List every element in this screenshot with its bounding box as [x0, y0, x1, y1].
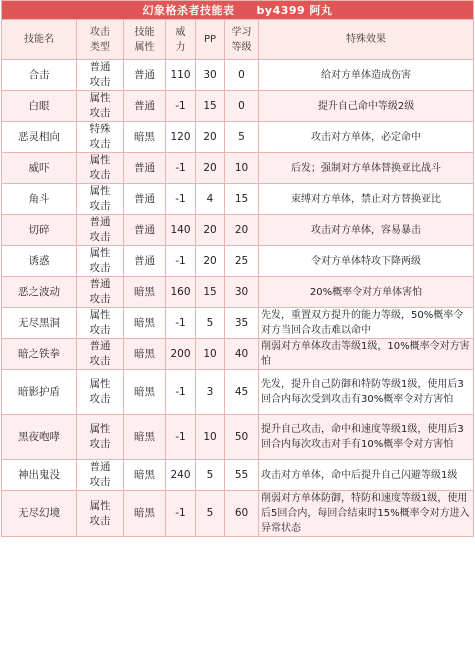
- header-special-effect: 特殊效果: [259, 20, 474, 60]
- skill-attribute-cell: 普通: [124, 215, 166, 246]
- pp-cell: 15: [196, 277, 225, 308]
- skill-name-cell: 诱惑: [2, 246, 77, 277]
- skill-name-cell: 暗影护盾: [2, 370, 77, 415]
- attack-type-cell: 普通 攻击: [77, 215, 124, 246]
- pp-cell: 5: [196, 308, 225, 339]
- skill-attribute-cell: 暗黑: [124, 491, 166, 537]
- skill-attribute-cell: 暗黑: [124, 122, 166, 153]
- skill-name-cell: 暗之铁拳: [2, 339, 77, 370]
- header-skill-name: 技能名: [2, 20, 77, 60]
- attack-type-cell: 普通 攻击: [77, 277, 124, 308]
- special-effect-cell: 给对方单体造成伤害: [259, 60, 474, 91]
- skill-attribute-cell: 普通: [124, 60, 166, 91]
- pp-cell: 10: [196, 339, 225, 370]
- attack-type-cell: 普通 攻击: [77, 339, 124, 370]
- attack-type-cell: 属性 攻击: [77, 308, 124, 339]
- skill-attribute-cell: 暗黑: [124, 308, 166, 339]
- header-skill-attribute: 技能 属性: [124, 20, 166, 60]
- skill-attribute-cell: 普通: [124, 153, 166, 184]
- table-row: [2, 308, 474, 339]
- pp-cell: 30: [196, 60, 225, 91]
- skill-table: [1, 0, 474, 537]
- power-cell: 120: [166, 122, 196, 153]
- power-cell: -1: [166, 308, 196, 339]
- header-learn-level: 学习 等级: [225, 20, 259, 60]
- table-title: 幻象格杀者技能表: [142, 3, 235, 17]
- learn-level-cell: 30: [225, 277, 259, 308]
- learn-level-cell: 40: [225, 339, 259, 370]
- learn-level-cell: 25: [225, 246, 259, 277]
- skill-attribute-cell: 暗黑: [124, 370, 166, 415]
- power-cell: -1: [166, 184, 196, 215]
- learn-level-cell: 55: [225, 460, 259, 491]
- special-effect-cell: 束缚对方单体，禁止对方替换亚比: [259, 184, 474, 215]
- skill-name-cell: 恶灵相向: [2, 122, 77, 153]
- learn-level-cell: 60: [225, 491, 259, 537]
- skill-name-cell: 无尽黑洞: [2, 308, 77, 339]
- skill-attribute-cell: 暗黑: [124, 415, 166, 460]
- learn-level-cell: 45: [225, 370, 259, 415]
- special-effect-cell: 先发，重置双方提升的能力等级，50%概率令对方当回合攻击难以命中: [259, 308, 474, 339]
- table-title-cell: [2, 1, 474, 20]
- special-effect-cell: 削弱对方单体攻击等级1级，10%概率令对方害怕: [259, 339, 474, 370]
- skill-name-cell: 威吓: [2, 153, 77, 184]
- pp-cell: 10: [196, 415, 225, 460]
- attack-type-cell: 属性 攻击: [77, 415, 124, 460]
- pp-cell: 20: [196, 122, 225, 153]
- title-row: [2, 1, 474, 20]
- pp-cell: 15: [196, 91, 225, 122]
- table-row: [2, 415, 474, 460]
- skill-name-cell: 切碎: [2, 215, 77, 246]
- special-effect-cell: 令对方单体特攻下降两级: [259, 246, 474, 277]
- learn-level-cell: 15: [225, 184, 259, 215]
- special-effect-cell: 削弱对方单体防御，特防和速度等级1级，使用后5回合内，每回合结束时15%概率令对方进入异常状态: [259, 491, 474, 537]
- attack-type-cell: 属性 攻击: [77, 491, 124, 537]
- power-cell: -1: [166, 415, 196, 460]
- learn-level-cell: 35: [225, 308, 259, 339]
- skill-attribute-cell: 普通: [124, 91, 166, 122]
- attack-type-cell: 属性 攻击: [77, 184, 124, 215]
- skill-name-cell: 白眼: [2, 91, 77, 122]
- power-cell: 140: [166, 215, 196, 246]
- power-cell: -1: [166, 153, 196, 184]
- power-cell: -1: [166, 491, 196, 537]
- pp-cell: 4: [196, 184, 225, 215]
- header-power: 威 力: [166, 20, 196, 60]
- table-row: [2, 246, 474, 277]
- pp-cell: 5: [196, 491, 225, 537]
- special-effect-cell: 提升自己命中等级2级: [259, 91, 474, 122]
- special-effect-cell: 攻击对方单体，必定命中: [259, 122, 474, 153]
- skill-attribute-cell: 暗黑: [124, 277, 166, 308]
- learn-level-cell: 10: [225, 153, 259, 184]
- power-cell: -1: [166, 91, 196, 122]
- header-attack-type: 攻击 类型: [77, 20, 124, 60]
- table-row: [2, 370, 474, 415]
- pp-cell: 3: [196, 370, 225, 415]
- attack-type-cell: 属性 攻击: [77, 91, 124, 122]
- special-effect-cell: 后发；强制对方单体替换亚比战斗: [259, 153, 474, 184]
- power-cell: 240: [166, 460, 196, 491]
- special-effect-cell: 攻击对方单体，容易暴击: [259, 215, 474, 246]
- pp-cell: 20: [196, 246, 225, 277]
- pp-cell: 20: [196, 215, 225, 246]
- skill-name-cell: 神出鬼没: [2, 460, 77, 491]
- attack-type-cell: 属性 攻击: [77, 153, 124, 184]
- skill-name-cell: 黑夜咆哮: [2, 415, 77, 460]
- table-row: [2, 215, 474, 246]
- table-row: [2, 460, 474, 491]
- special-effect-cell: 提升自己攻击，命中和速度等级1级，使用后3回合内每次攻击对手有10%概率令对方害怕: [259, 415, 474, 460]
- power-cell: 160: [166, 277, 196, 308]
- skill-attribute-cell: 暗黑: [124, 339, 166, 370]
- power-cell: -1: [166, 370, 196, 415]
- skill-attribute-cell: 普通: [124, 246, 166, 277]
- skill-name-cell: 无尽幻境: [2, 491, 77, 537]
- attack-type-cell: 特殊 攻击: [77, 122, 124, 153]
- skill-name-cell: 恶之波动: [2, 277, 77, 308]
- skill-attribute-cell: 暗黑: [124, 460, 166, 491]
- table-row: [2, 277, 474, 308]
- power-cell: 110: [166, 60, 196, 91]
- table-row: [2, 91, 474, 122]
- attack-type-cell: 属性 攻击: [77, 246, 124, 277]
- skill-name-cell: 角斗: [2, 184, 77, 215]
- learn-level-cell: 20: [225, 215, 259, 246]
- table-row: [2, 491, 474, 537]
- pp-cell: 5: [196, 460, 225, 491]
- attack-type-cell: 普通 攻击: [77, 460, 124, 491]
- skill-name-cell: 合击: [2, 60, 77, 91]
- table-row: [2, 184, 474, 215]
- learn-level-cell: 50: [225, 415, 259, 460]
- table-row: [2, 153, 474, 184]
- table-row: [2, 122, 474, 153]
- skill-attribute-cell: 普通: [124, 184, 166, 215]
- power-cell: -1: [166, 246, 196, 277]
- table-row: [2, 60, 474, 91]
- attack-type-cell: 属性 攻击: [77, 370, 124, 415]
- learn-level-cell: 0: [225, 60, 259, 91]
- table-author: by4399 阿丸: [256, 3, 333, 17]
- attack-type-cell: 普通 攻击: [77, 60, 124, 91]
- special-effect-cell: 攻击对方单体，命中后提升自己闪避等级1级: [259, 460, 474, 491]
- pp-cell: 20: [196, 153, 225, 184]
- special-effect-cell: 先发，提升自己防御和特防等级1级，使用后3回合内每次受到攻击有30%概率令对方害怕: [259, 370, 474, 415]
- table-row: [2, 339, 474, 370]
- special-effect-cell: 20%概率令对方单体害怕: [259, 277, 474, 308]
- learn-level-cell: 5: [225, 122, 259, 153]
- header-row: [2, 20, 474, 60]
- learn-level-cell: 0: [225, 91, 259, 122]
- header-pp: PP: [196, 20, 225, 60]
- power-cell: 200: [166, 339, 196, 370]
